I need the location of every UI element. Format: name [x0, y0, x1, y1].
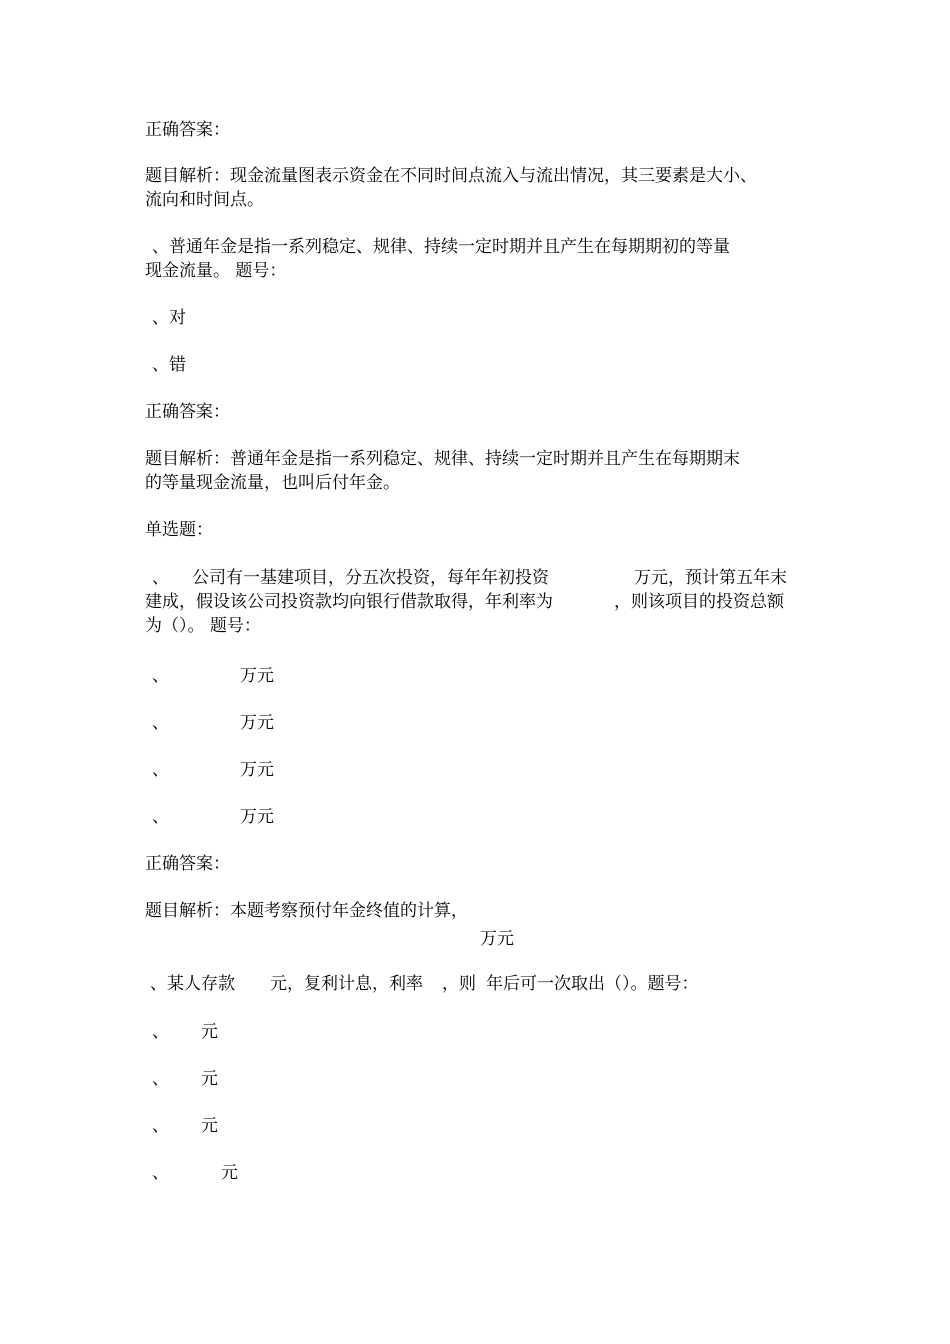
question-project-stem-3: 为（）。 题号： — [145, 616, 261, 636]
question-project-sep: 、 — [152, 568, 169, 588]
option-b-unit: 万元 — [240, 713, 274, 733]
option-a-sep: 、 — [152, 666, 169, 686]
question-deposit-stem-c: ，则 — [442, 974, 476, 994]
analysis-2-line-2: 的等量现金流量，也叫后付年金。 — [145, 473, 400, 493]
question-project-stem-1b: 万元，预计第五年末 — [634, 568, 787, 588]
deposit-option-b-unit: 元 — [201, 1069, 218, 1089]
option-a-unit: 万元 — [240, 666, 274, 686]
option-d-sep: 、 — [152, 807, 169, 827]
deposit-option-c-unit: 元 — [201, 1116, 218, 1136]
option-c-unit: 万元 — [240, 760, 274, 780]
answer-label-2: 正确答案： — [145, 402, 230, 422]
analysis-1-line-2: 流向和时间点。 — [145, 190, 264, 210]
question-deposit-stem-b: 元，复利计息，利率 — [270, 974, 423, 994]
question-project-stem-2a: 建成，假设该公司投资款均向银行借款取得，年利率为 — [145, 592, 553, 612]
question-project-stem-1a: 公司有一基建项目，分五次投资，每年年初投资 — [192, 568, 549, 588]
deposit-option-c-sep: 、 — [152, 1116, 169, 1136]
option-true: 、对 — [152, 308, 186, 328]
analysis-1-line-1: 题目解析：现金流量图表示资金在不同时间点流入与流出情况，其三要素是大小、 — [145, 166, 757, 186]
deposit-option-d-sep: 、 — [152, 1163, 169, 1183]
analysis-2-line-1: 题目解析：普通年金是指一系列稳定、规律、持续一定时期并且产生在每期期末 — [145, 449, 740, 469]
option-d-unit: 万元 — [240, 807, 274, 827]
question-project-stem-2b: ，则该项目的投资总额 — [614, 592, 784, 612]
option-false: 、错 — [152, 355, 186, 375]
analysis-3-line-1: 题目解析：本题考察预付年金终值的计算， — [145, 901, 468, 921]
option-b-sep: 、 — [152, 713, 169, 733]
question-deposit-stem-a: 、某人存款 — [150, 974, 235, 994]
option-c-sep: 、 — [152, 760, 169, 780]
question-annuity-stem-line-1: 、普通年金是指一系列稳定、规律、持续一定时期并且产生在每期期初的等量 — [152, 237, 730, 257]
deposit-option-b-sep: 、 — [152, 1069, 169, 1089]
section-single-choice-label: 单选题： — [145, 520, 213, 540]
answer-label-1: 正确答案： — [145, 120, 230, 140]
answer-label-3: 正确答案： — [145, 854, 230, 874]
deposit-option-a-sep: 、 — [152, 1022, 169, 1042]
question-deposit-stem-d: 年后可一次取出（）。题号： — [486, 974, 699, 994]
deposit-option-a-unit: 元 — [201, 1022, 218, 1042]
analysis-3-result-unit: 万元 — [480, 929, 514, 949]
question-annuity-stem-line-2: 现金流量。 题号： — [145, 261, 287, 281]
deposit-option-d-unit: 元 — [221, 1163, 238, 1183]
